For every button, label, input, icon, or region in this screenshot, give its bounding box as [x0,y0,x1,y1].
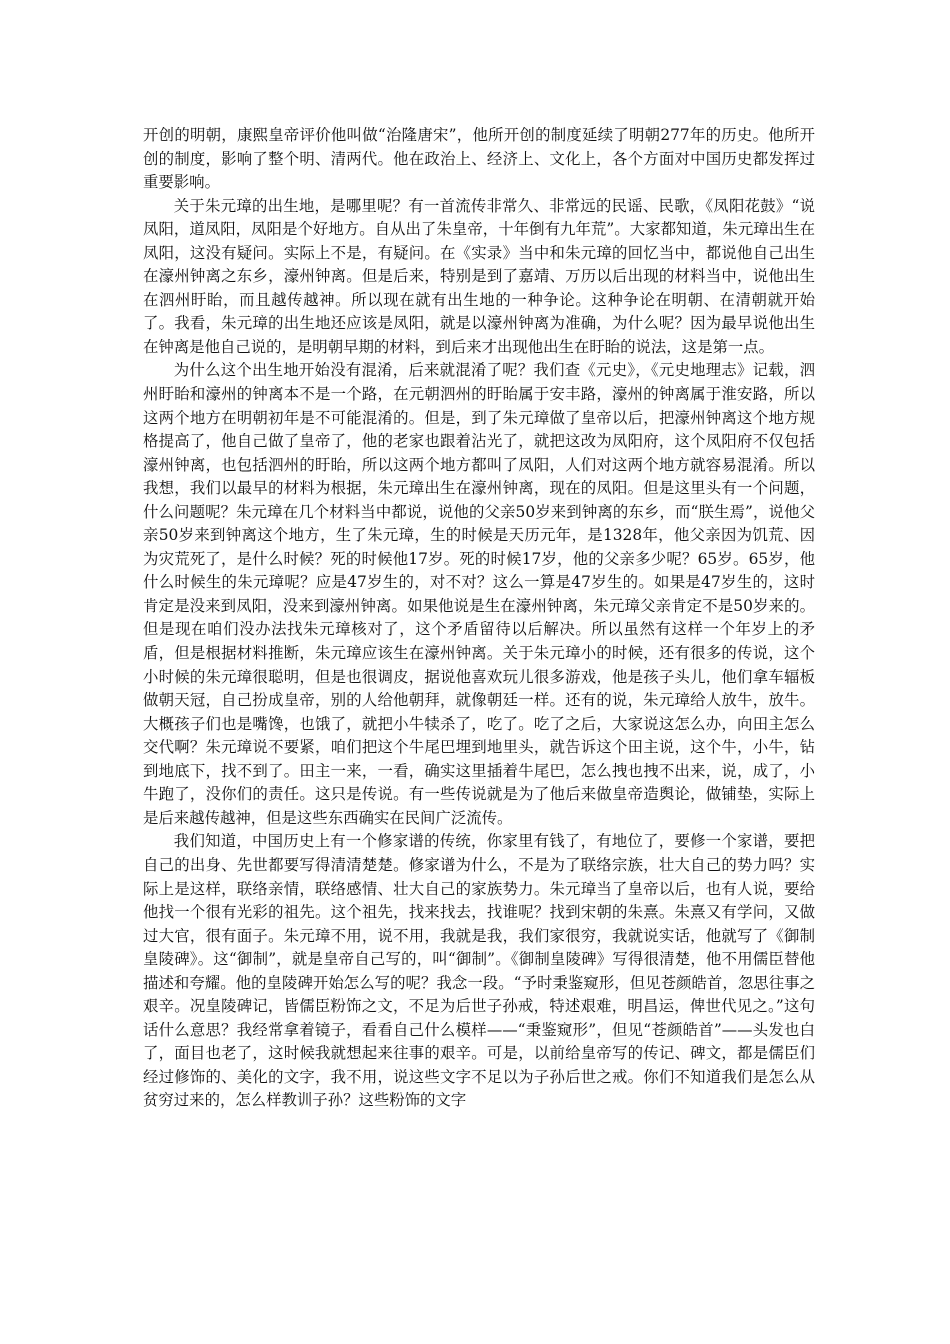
paragraph-4: 我们知道，中国历史上有一个修家谱的传统，你家里有钱了，有地位了，要修一个家谱，要把自己的出身、先世都要写得清清楚楚。修家谱为什么，不是为了联络宗族，壮大自己的势力吗？实际上是这样，联络亲情，联络感情、壮大自己的家族势力。朱元璋当了皇帝以后，也有人说，要给他找一个很有光彩的祖先。这个祖先，找来找去，找谁呢？找到宋朝的朱熹。朱熹又有学问，又做过大官，很有面子。朱元璋不用，说不用，我就是我，我们家很穷，我就说实话，他就写了《御制皇陵碑》。这“御制”，就是皇帝自己写的，叫“御制”。《御制皇陵碑》写得很清楚，他不用儒臣替他描述和夸耀。他的皇陵碑开始怎么写的呢？我念一段。“予时秉鉴窥形，但见苍颜皓首，忽思往事之艰辛。况皇陵碑记，皆儒臣粉饰之文，不足为后世子孙戒，特述艰难，明昌运，俾世代见之。”这句话什么意思？我经常拿着镜子，看看自己什么模样——“秉鉴窥形”，但见“苍颜皓首”——头发也白了，面目也老了，这时候我就想起来往事的艰辛。可是，以前给皇帝写的传记、碑文，都是儒臣们经过修饰的、美化的文字，我不用，说这些文字不足以为子孙后世之戒。你们不知道我们是怎么从贫穷过来的，怎么样教训子孙？这些粉饰的文字 [143,832,815,1110]
paragraph-2: 关于朱元璋的出生地，是哪里呢？有一首流传非常久、非常远的民谣、民歌，《凤阳花鼓》“说凤阳，道凤阳，凤阳是个好地方。自从出了朱皇帝，十年倒有九年荒”。大家都知道，朱元璋出生在凤阳，这没有疑问。实际上不是，有疑问。在《实录》当中和朱元璋的回忆当中，都说他自己出生在濠州钟离之东乡，濠州钟离。但是后来，特别是到了嘉靖、万历以后出现的材料当中，说他出生在泗州盱眙，而且越传越神。所以现在就有出生地的一种争论。这种争论在明朝、在清朝就开始了。我看，朱元璋的出生地还应该是凤阳，就是以濠州钟离为准确，为什么呢？因为最早说他出生在钟离是他自己说的，是明朝早期的材料，到后来才出现他出生在盱眙的说法，这是第一点。 [143,196,815,356]
document-page [143,124,815,1113]
paragraph-1: 开创的明朝，康熙皇帝评价他叫做“治隆唐宋”，他所开创的制度延续了明朝277年的历史。他所开创的制度，影响了整个明、清两代。他在政治上、经济上、文化上，各个方面对中国历史都发挥过重要影响。 [143,126,815,192]
paragraph-3: 为什么这个出生地开始没有混淆，后来就混淆了呢？我们查《元史》，《元史地理志》记载，泗州盱眙和濠州的钟离本不是一个路，在元朝泗州的盱眙属于安丰路，濠州的钟离属于淮安路，所以这两个地方在明朝初年是不可能混淆的。但是，到了朱元璋做了皇帝以后，把濠州钟离这个地方规格提高了，他自己做了皇帝了，他的老家也跟着沾光了，就把这改为凤阳府，这个凤阳府不仅包括濠州钟离，也包括泗州的盱眙，所以这两个地方都叫了凤阳，人们对这两个地方就容易混淆。所以我想，我们以最早的材料为根据，朱元璋出生在濠州钟离，现在的凤阳。但是这里头有一个问题，什么问题呢？朱元璋在几个材料当中都说，说他的父亲50岁来到钟离的东乡，而“朕生焉”，说他父亲50岁来到钟离这个地方，生了朱元璋，生的时候是天历元年，是1328年，他父亲因为饥荒、因为灾荒死了，是什么时候？死的时候他17岁。死的时候17岁，他的父亲多少呢？65岁。65岁，他什么时候生的朱元璋呢？应是47岁生的，对不对？这么一算是47岁生的。如果是47岁生的，这时肯定是没来到凤阳，没来到濠州钟离。如果他说是生在濠州钟离，朱元璋父亲肯定不是50岁来的。但是现在咱们没办法找朱元璋核对了，这个矛盾留待以后解决。所以虽然有这样一个年岁上的矛盾，但是根据材料推断，朱元璋应该生在濠州钟离。关于朱元璋小的时候，还有很多的传说，这个小时候的朱元璋很聪明，但是也很调皮，据说他喜欢玩儿很多游戏，他是孩子头儿，他们拿车辐板做朝天冠，自己扮成皇帝，别的人给他朝拜，就像朝廷一样。还有的说，朱元璋给人放牛，放牛。大概孩子们也是嘴馋，也饿了，就把小牛犊杀了，吃了。吃了之后，大家说这怎么办，向田主怎么交代啊？朱元璋说不要紧，咱们把这个牛尾巴埋到地里头，就告诉这个田主说，这个牛，小牛，钻到地底下，找不到了。田主一来，一看，确实这里插着牛尾巴，怎么拽也拽不出来，说，成了，小牛跑了，没你们的责任。这只是传说。有一些传说就是为了他后来做皇帝造舆论，做铺垫，实际上是后来越传越神，但是这些东西确实在民间广泛流传。 [143,361,815,827]
